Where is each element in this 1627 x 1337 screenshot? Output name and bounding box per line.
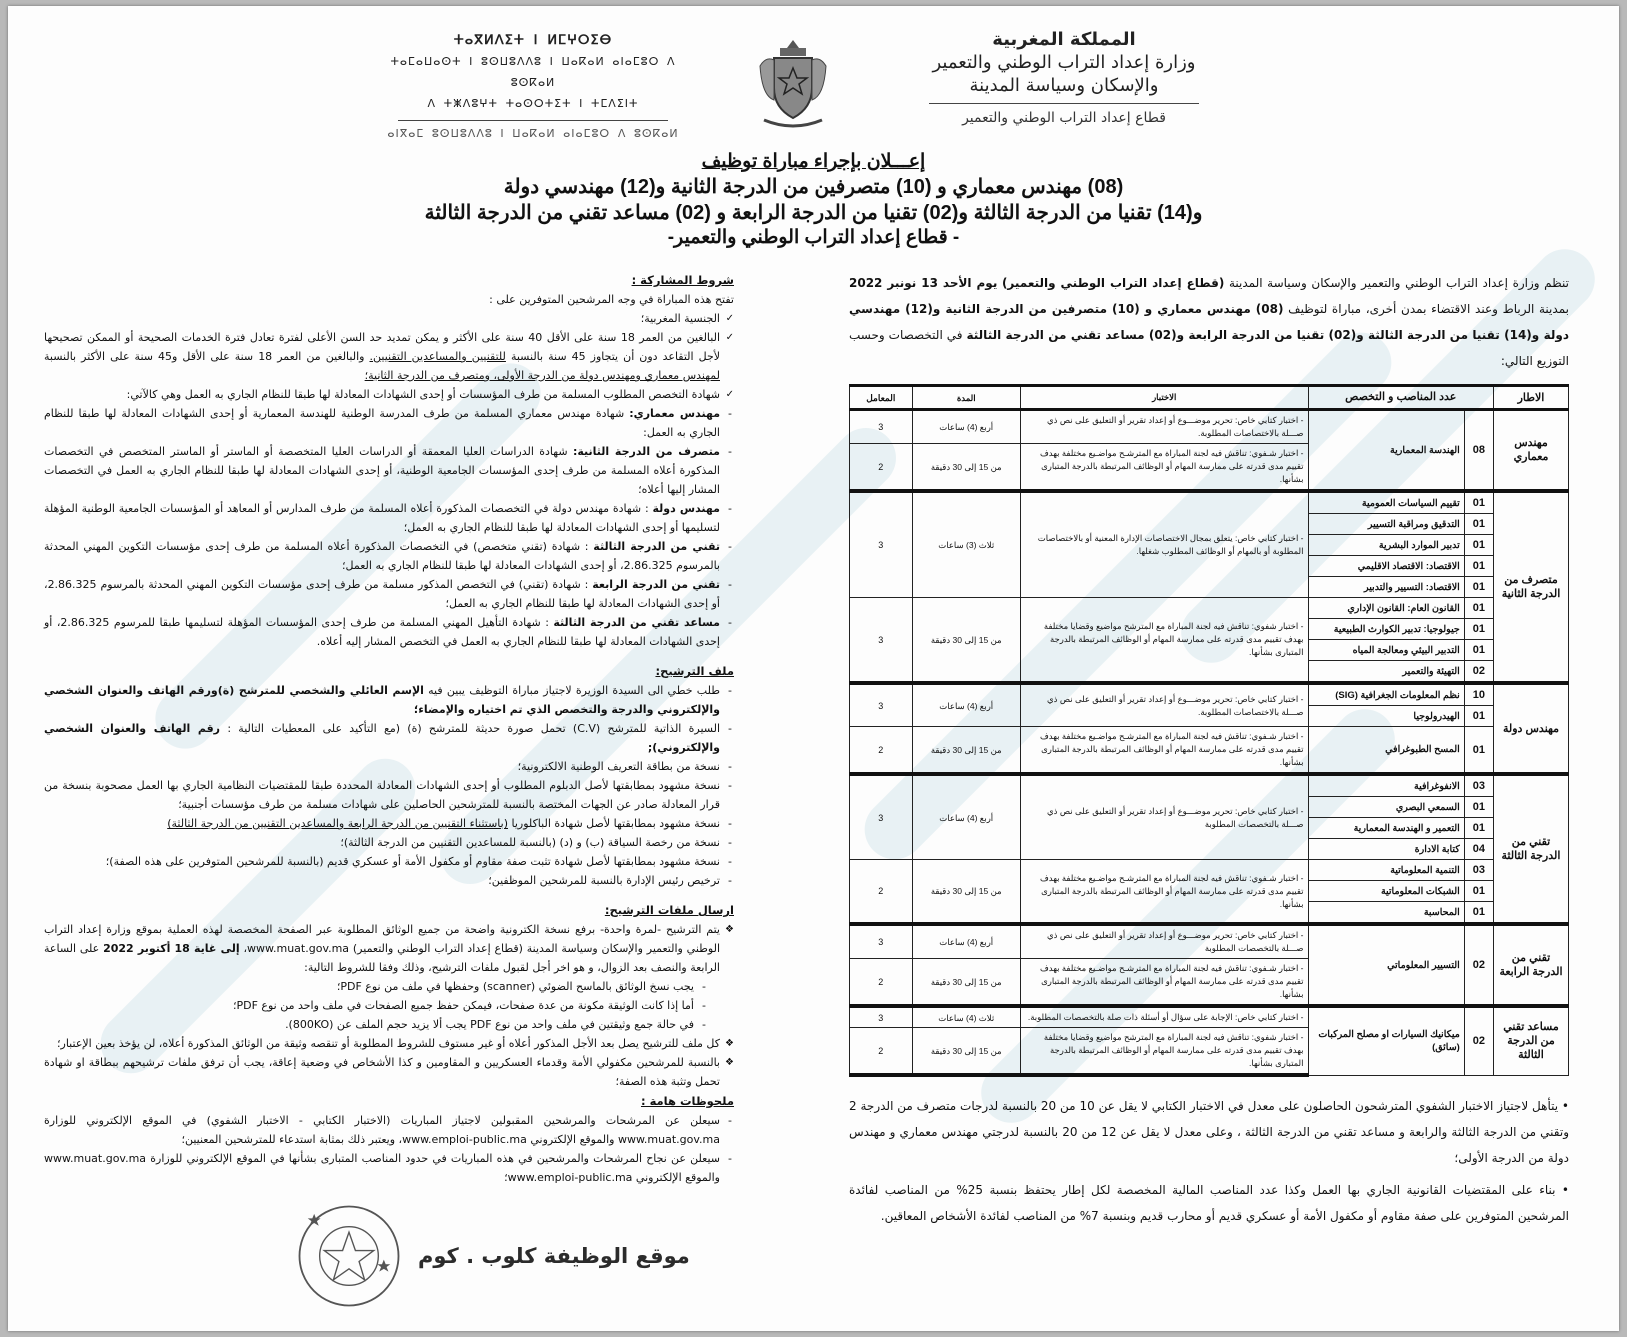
written-coef-cell: 3 [850,491,913,598]
specialty-cell: التعمير و الهندسة المعمارية [1308,818,1464,839]
specialty-cell: الاقتصاد: التسيير والتدبير [1308,577,1464,598]
conditions-column [44,270,734,1187]
written-coef-cell: 3 [850,410,913,444]
written-duration-cell: ثلاث (4) ساعات [912,1006,1020,1028]
sending-late: ❖ كل ملف للترشيح يصل بعد الأجل المذكور أعلاه أو غير مستوف للشروط المطلوبة أو تنقصه وثيقة من الوثائق المذكورة أعلاه، لن يؤخذ بعين الإعتبار؛ [44,1034,734,1053]
sending-heading: ارسال ملفات الترشيح: [604,903,734,917]
diploma-item [44,404,734,442]
coat-of-arms-icon [750,36,836,132]
table-header-row [850,386,1569,410]
exam-date: يوم الأحد 13 نونبر 2022 [849,276,998,290]
post-count-cell: 01 [1464,818,1493,839]
specialty-cell: التنمية المعلوماتية [1308,860,1464,881]
specialty-cell: الهندسة المعمارية [1308,410,1464,492]
important-heading: ملحوظات هامة : [640,1094,734,1108]
diploma-text: : شهادة (تقني متخصص) في التخصصات المذكورة أعلاه المسلمة من طرف إحدى مؤسسات التكوين المهني المحدثة بالمرسوم 2.86.325، أو إحدى الشهادات المعادلة لها طبقا للنظام الجاري به العمل؛ [44,540,720,572]
letterhead [8,6,1619,146]
sending-rule: - أما إذا كانت الوثيقة مكونة من عدة صفحات، فيمكن حفظ جميع الصفحات في ملف واحد من نوع PDF؛ [44,996,734,1015]
header-tifinagh [378,30,688,142]
note-text: يتأهل لاجتياز الاختبار الشفوي المترشحون الحاصلون على معدل في الاختبار الكتابي لا يقل عن 10 من 20 بالنسبة لدرجات متصرف من الدرجة 2 وتقني من الدرجة الثالثة والرابعة و مساعد تقني من الدرجة الثالثة ، وعلى معدل لا يقل عن 12 من 20 بالنسبة لدرجتي مهندس معماري و مهندس دولة من الدرجة الأولى؛ [849,1099,1570,1165]
title-line-1: إعـــلان بإجراء مباراة توظيف [701,151,926,172]
important-item: - سيعلن عن نجاح المرشحات والمرشحين في هذه المباريات في حدود المناصب المتبارى بشأنها في الموقع الإلكتروني للوزارة www.muat.gov.ma والموقع الإلكتروني www.emploi-public.ma؛ [44,1149,734,1187]
post-count-cell: 08 [1464,410,1493,492]
written-exam-cell: - اختبار كتابي خاص: تحرير موضـــوع أو إعداد تقرير أو التعليق على نص ذي صـــلة بالتخصصات المطلوبة [1020,924,1308,959]
specialty-cell: جيولوجيا: تدبير الكوارث الطبيعية [1308,619,1464,640]
written-coef-cell: 3 [850,774,913,860]
posts-distribution-table [849,384,1569,1077]
sending-rule: - في حالة جمع وثيقتين في ملف واحد من نوع PDF يجب ألا يزيد حجم الملف عن (800KO). [44,1015,734,1034]
post-count-cell: 02 [1464,924,1493,1006]
file-bac-text: نسخة مشهود بمطابقتها لأصل شهادة الباكلوريا [511,817,720,830]
sending-main: ❖ يتم الترشيح -لمرة واحدة- برفع نسخة الكترونية واضحة من جميع الوثائق المطلوبة عبر الصفحة المخصصة لهذه العملية بموقع وزارة إعداد التراب الوطني والتعمير والإسكان وسياسة المدينة (قطاع إعداد التراب الوطني والتعمير) www.muat.gov.ma، إلى غاية 18 أكتوبر 2022 على الساعة الرابعة والنصف بعد الزوال، و هو اخر أجل لقبول ملفات الترشيح، وذلك وفقا للشروط التالية: [44,920,734,977]
post-count-cell: 01 [1464,577,1493,598]
written-coef-cell: 3 [850,1006,913,1028]
specialty-cell: التدبير البيئي ومعالجة المياه [1308,640,1464,661]
written-duration-cell: أربع (4) ساعات [912,410,1020,444]
cadre-cell: تقني من الدرجة الثالثة [1493,774,1568,924]
specialty-cell: التسيير المعلوماتي [1308,924,1464,1006]
sending-rule: - يجب نسخ الوثائق بالماسح الضوئي (scanner) وحفظها في ملف من نوع PDF؛ [44,977,734,996]
age-text-underlined-1: للتقنيين والمساعدين التقنيين. [369,350,506,363]
cadre-cell: مساعد تقني من الدرجة الثالثة [1493,1006,1568,1075]
ministry-name-line1: وزارة إعداد التراب الوطني والتعمير [932,52,1196,73]
oral-coef-cell: 2 [850,444,913,492]
cadre-cell: مهندس دولة [1493,683,1568,774]
ministry-tifinagh-line1: ⵜⴰⵎⴰⵡⴰⵙⵜ ⵏ ⵓⵙⵡⵓⴷⴷⵓ ⵏ ⵡⴰⴽⴰⵍ ⴰⵏⴰⵎⵓⵔ ⴷ ⵓⵙⴽⴰⵍ [390,55,676,89]
post-count-cell: 01 [1464,619,1493,640]
ministry-website-link[interactable]: www.muat.gov.ma [247,942,350,955]
condition-age [44,328,734,385]
cadre-cell: مهندس معماري [1493,410,1568,492]
diploma-label: متصرف من الدرجة الثانية: [572,445,720,458]
condition-nationality: ✓ الجنسية المغربية؛ [44,309,734,328]
oral-exam-cell: - اختبار شـفوي: تناقش فيه لجنة المباراة مع المترشـح مواضـيع مختلفة بهدف تقييم مدى قدرته على ممارسة المهام أو الوظائف المرتبطة بالدرجة المتبارى بشأنها. [1020,860,1308,925]
oral-duration-cell: من 15 إلى 30 دقيقة [912,727,1020,775]
post-count-cell: 01 [1464,902,1493,925]
diploma-item [44,499,734,537]
announcement-title [364,150,1264,250]
kingdom-name-tifinagh: ⵜⴰⴳⵍⴷⵉⵜ ⵏ ⵍⵎⵖⵔⵉⴱ [453,33,613,48]
post-count-cell: 03 [1464,774,1493,797]
specialty-cell: الاقتصاد: الاقتصاد الاقليمي [1308,556,1464,577]
oral-exam-cell: - اختبار شـفوي: تناقش فيه لجنة المباراة مع المترشـح مواضـيع مختلفة بهدف تقييم مدى قدرته على ممارسة المهام أو الوظائف المرتبطة بالدرجة المتبارى بشأنها. [1020,444,1308,492]
specialty-cell: كتابة الادارة [1308,839,1464,860]
condition-diploma: ✓ شهادة التخصص المطلوب المسلمة من طرف المؤسسات أو إحدى الشهادات المعادلة لها طبقا للنظام الجاري به العمل وهي كالآتي: [44,385,734,404]
written-exam-cell: - اختبار كتابي خاص: تحرير موضـــوع أو إعداد تقرير أو التعليق على نص ذي صـــلة بالتخصصات المطلوبة [1020,774,1308,860]
cadre-cell: متصرف من الدرجة الثانية [1493,491,1568,683]
written-duration-cell: ثلاث (3) ساعات [912,491,1020,598]
written-duration-cell: أربع (4) ساعات [912,683,1020,727]
file-item-request [44,681,734,719]
specialty-cell: التهيئة والتعمير [1308,661,1464,684]
title-line-3: و(14) تقنيا من الدرجة الثالثة و(02) تقنيا من الدرجة الرابعة و (02) مساعد تقني من الدرجة الثالثة [424,202,1203,224]
file-item-diploma: - نسخة مشهود بمطابقتها لأصل الدبلوم المطلوب أو إحدى الشهادات المعادلة المحددة طبقا للمقتضيات النظامية الجاري بها العمل مصحوبة بنسخة من قرار المعادلة صادر عن الجهات المختصة بالنسبة للمترشحين الحاصلين على شهادات مسلمة من طرف مؤسسات أجنبية؛ [44,776,734,814]
diploma-item [44,613,734,651]
header-divider [929,103,1199,104]
kingdom-name-arabic: المملكة المغربية [992,29,1136,50]
specialty-cell: ميكانيك السيارات او مصلح المركبات (سائق) [1308,1006,1464,1075]
diploma-text: : شهادة (تقني) في التخصص المذكور مسلمة من طرف إحدى مؤسسات التكوين المهني المحدثة بالمرسوم 2.86.325، أو إحدى الشهادات المعادلة لها طبقا للنظام الجاري به العمل؛ [44,578,720,610]
specialty-cell: المحاسبة [1308,902,1464,925]
header-arabic [929,28,1199,127]
oral-exam-cell: - اختبار شـفوي: تناقش فيه لجنة المباراة مع المترشـح مواضـيع مختلفة بهدف تقييم مدى قدرته على ممارسة المهام أو الوظائف المرتبطة بالدرجة المتبارى بشأنها. [1020,959,1308,1007]
specialty-cell: السمعي البصري [1308,797,1464,818]
age-text-underlined-2: لمهندس معماري ومهندس دولة من الدرجة الأولى، ومتصرف من الدرجة الثانية؛ [364,369,720,382]
file-bac-underlined: (باستثناء التقنيين من الدرجة الرابعة والمساعدين التقنيين من الدرجة الثالثة) [167,817,509,830]
specialty-cell: الشبكات المعلوماتية [1308,881,1464,902]
post-count-cell: 01 [1464,514,1493,535]
sending-special: ❖ بالنسبة للمرشحين مكفولي الأمة وقدماء العسكريين و المقاومين و كذا الأشخاص في وضعية إعاقة، يجب أن ترفق ملفات ترشيحهم ببطاقة او شهادة تحمل وتثبة هذه الصفة؛ [44,1053,734,1091]
post-count-cell: 04 [1464,839,1493,860]
post-count-cell: 03 [1464,860,1493,881]
stamp-and-brand [44,1201,734,1311]
written-exam-cell: - اختبار كتابي خاص: تحرير موضـــوع أو إعداد تقرير أو التعليق على نص ذي صـــلة بالاختصاصات المطلوبة. [1020,683,1308,727]
intro-text-1: تنظم وزارة إعداد التراب الوطني والتعمير والإسكان وسياسة المدينة [1228,276,1569,290]
post-count-cell: 01 [1464,598,1493,619]
oral-duration-cell: من 15 إلى 30 دقيقة [912,598,1020,684]
diploma-text: : شهادة مهندس دولة في التخصصات المذكورة أعلاه المسلمة من طرف المدارس أو المعاهد أو المؤسسات الجامعية الوطنية المؤهلة لتسليمها أو إحدى الشهادات المعادلة لها طبقا للنظام الجاري به العمل؛ [44,502,720,534]
table-row [850,683,1569,706]
post-count-cell: 01 [1464,640,1493,661]
intro-paragraph [849,270,1569,374]
header-exam: الاختبار [1020,386,1308,410]
written-duration-cell: أربع (4) ساعات [912,924,1020,959]
left-column [44,270,734,1311]
age-text-2: والبالغين من العمر 18 سنة على الأقل و45 سنة على الأكثر بالنسبة [44,350,365,363]
oral-coef-cell: 2 [850,727,913,775]
header-posts: عدد المناصب و التخصص [1308,386,1493,410]
file-item-id: - نسخة من بطاقة التعريف الوطنية الالكترونية؛ [44,757,734,776]
file-request-text: طلب خطي الى السيدة الوزيرة لاجتياز مباراة التوظيف يبين فيه [428,684,720,697]
sector-name-arabic: قطاع إعداد التراب الوطني والتعمير [962,110,1166,126]
diploma-label: مساعد تقني من الدرجة الثالثة [553,616,720,629]
oral-coef-cell: 2 [850,1028,913,1076]
important-notes-right [849,1093,1569,1229]
ministry-tifinagh-line2: ⴷ ⵜⵥⴷⵓⵖⵜ ⵜⴰⵙⵔⵜⵉⵜ ⵏ ⵜⵎⴷⵉⵏⵜ [427,97,639,110]
table-row [850,774,1569,797]
header-divider-tifinagh [398,120,668,121]
written-duration-cell: أربع (4) ساعات [912,774,1020,860]
diploma-text: : شهادة التأهيل المهني المسلمة من طرف إحدى المؤسسات المؤهلة لتسليمها طبقا للمرسوم 2.86.325، أو إحدى الشهادات المعادلة لها طبقا للنظام الجاري به العمل في التخصص المشار إليه أعلاه. [44,616,720,648]
deadline: إلى غاية 18 أكتوبر 2022 [103,942,240,955]
diploma-item [44,442,734,499]
diploma-label: تقني من الدرجة الثالثة [593,540,720,553]
written-exam-cell: - اختبار كتابي خاص: الإجابة على سؤال أو أسئلة ذات صلة بالتخصصات المطلوبة. [1020,1006,1308,1028]
specialty-cell: نظم المعلومات الجغرافية (SIG) [1308,683,1464,706]
diploma-text: شهادة مهندس معماري المسلمة من طرف المدرسة الوطنية للهندسة المعمارية أو إحدى الشهادات المعادلة لها طبقا للنظام الجاري به العمل: [44,407,720,439]
specialty-cell: المسح الطبوغرافي [1308,727,1464,775]
intro-text-2: بمدينة الرباط وعند الاقتضاء بمدن أخرى، مباراة لتوظيف [1288,302,1569,316]
post-count-cell: 10 [1464,683,1493,706]
oral-coef-cell: 2 [850,860,913,925]
header-coef: المعامل [850,386,913,410]
important-item: - سيعلن عن المرشحات والمرشحين المقبولين لاجتياز المباريات (الاختبار الكتابي - الاختبار الشفوي) في الموقع الإلكتروني للوزارة www.muat.gov.ma والموقع الإلكتروني www.emploi-public.ma، ويعتبر ذلك بمثابة استدعاء للمترشحين المعنيين؛ [44,1111,734,1149]
specialty-cell: القانون العام: القانون الإداري [1308,598,1464,619]
table-row [850,860,1569,881]
sending-text-1: يتم الترشيح -لمرة واحدة- برفع نسخة الكترونية واضحة من جميع الوثائق المطلوبة عبر الصفحة المخصصة لهذه العملية بموقع وزارة إعداد التراب الوطني والتعمير والإسكان وسياسة المدينة (قطاع إعداد التراب الوطني والتعمير) [44,923,720,955]
watermark-site-name: موقع الوظيفة كلوب . كوم [418,1244,690,1268]
diploma-item [44,537,734,575]
post-count-cell: 01 [1464,727,1493,775]
header-cadre: الاطار [1493,386,1568,410]
post-count-cell: 02 [1464,661,1493,684]
diploma-item [44,575,734,613]
written-coef-cell: 3 [850,683,913,727]
age-text-1: البالغين من العمر 18 سنة على الأقل 40 سنة على الأكثر و يمكن تمديد حد السن الأعلى لفترة تعادل فترة الخدمات الصحيحة أو الممكن تصحيحها لأجل التقاعد دون أن يتجاوز 45 سنة بالنسبة [44,331,721,363]
intro-posts: (08) مهندس معماري و (10) متصرفين من الدرجة الثانية و(12) مهندسي دولة و(14) تقنيا من الدرجة الثالثة و(02) تقنيا من الدرجة الرابعة و(02) مساعد تقني من الدرجة الثالثة [849,302,1569,342]
conditions-list [44,309,734,404]
specialty-cell: الهيدرولوجيا [1308,706,1464,727]
sending-text-2: على الساعة الرابعة والنصف بعد الزوال، و هو اخر أجل لقبول ملفات الترشيح، وذلك وفقا للشروط التالية: [44,942,720,974]
post-count-cell: 02 [1464,1006,1493,1075]
sector-name-tifinagh: ⴰⵏⴳⴰⵎ ⵓⵙⵡⵓⴷⴷⵓ ⵏ ⵡⴰⴽⴰⵍ ⴰⵏⴰⵎⵓⵔ ⴷ ⵓⵙⴽⴰⵍ [387,127,679,140]
two-column-body [8,250,1619,1331]
post-count-cell: 01 [1464,556,1493,577]
post-count-cell: 01 [1464,797,1493,818]
file-cv-text: السيرة الذاتية للمترشح (C.V) تحمل صورة حديثة للمترشح (ة) (مع التأكيد على المعطيات التالية : [227,722,721,735]
file-cv-bold: رقم الهاتف والعنوان الشخصي والإلكتروني); [44,722,720,754]
diploma-list [44,404,734,651]
title-line-2: (08) مهندس معماري و (10) متصرفين من الدرجة الثانية و(12) مهندسي دولة [503,176,1124,198]
written-exam-cell: - اختبار كتابي خاص: تحرير موضـــوع أو إعداد تقرير أو التعليق على نص ذي صـــلة بالاختصاصات المطلوبة. [1020,410,1308,444]
diploma-text: شهادة الدراسات العليا المعمقة أو الدراسات العليا المتخصصة أو الماستر أو الماستر المتخصص في التخصصات المذكورة أعلاه المسلمة من طرف إحدى المؤسسات الجامعية الوطنية، أو إحدى الشهادات المعادلة لها طبقا للنظام الجاري به العمل في التخصصات المشار إليها أعلاه؛ [44,445,720,496]
cadre-cell: تقني من الدرجة الرابعة [1493,924,1568,1006]
table-row [850,491,1569,514]
table-row [850,598,1569,619]
file-item-resistance: - نسخة مشهود بمطابقتها لأصل شهادة تثبت صفة مقاوم أو مكفول الأمة أو عسكري قديم (بالنسبة للمرشحين المتوفرين على هذه الصفة)؛ [44,852,734,871]
oral-exam-cell: - اختبار شـفوي: تناقش فيه لجنة المباراة مع المترشـح مواضـيع مختلفة بهدف تقييم مدى قدرته على ممارسة المهام أو الوظائف المرتبطة بالدرجة المتبارى بشأنها. [1020,727,1308,775]
table-row [850,727,1569,775]
right-column [849,270,1569,1235]
official-stamp-icon [294,1201,404,1311]
specialty-cell: الانفوغرافية [1308,774,1464,797]
oral-duration-cell: من 15 إلى 30 دقيقة [912,444,1020,492]
title-line-4: - قطاع إعداد التراب الوطني والتعمير- [667,227,960,248]
file-heading: ملف الترشيح: [655,664,734,678]
file-item-authorization: - ترخيص رئيس الإدارة بالنسبة للمرشحين الموظفين؛ [44,871,734,890]
intro-text-3: في التخصصات وحسب التوزيع التالي: [849,328,1569,368]
written-coef-cell: 3 [850,924,913,959]
header-duration: المدة [912,386,1020,410]
post-count-cell: 01 [1464,706,1493,727]
post-count-cell: 01 [1464,881,1493,902]
file-list [44,681,734,890]
file-item-license: - نسخة من رخصة السياقة (ب) و (د) (بالنسبة للمساعدين التقنيين من الدرجة الثالثة)؛ [44,833,734,852]
diploma-label: مهندس دولة [652,502,720,515]
written-exam-cell: - اختبار كتابي خاص: يتعلق بمجال الاختصاصات الإدارة المعنية أو بالاختصاصات المطلوبة أو بالمهام أو الوظائف المطلوب شغلها. [1020,491,1308,598]
table-row [850,924,1569,959]
specialty-cell: تقييم السياسات العمومية [1308,491,1464,514]
intro-sector: (قطاع إعداد التراب الوطني والتعمير) [1001,276,1225,290]
important-list [44,1111,734,1187]
specialty-cell: التدقيق ومراقبة التسيير [1308,514,1464,535]
diploma-label: تقني من الدرجة الرابعة [592,578,720,591]
file-item-cv [44,719,734,757]
conditions-intro: تفتح هذه المباراة في وجه المرشحين المتوفرين على : [489,293,734,306]
note-text: بناء على المقتضيات القانونية الجاري بها العمل وكذا عدد المناصب المالية المخصصة لكل إطار يحتفظ بنسبة 25% من المناصب لفائدة المرشحين المتوفرين على صفة مقاوم أو مكفول الأمة أو عسكري قديم أو محارب قديم وبنسبة 7% من المناصب لفائدة الأشخاص المعاقين. [849,1183,1569,1223]
document-page [8,6,1619,1331]
table-row [850,1006,1569,1028]
table-row [850,410,1569,444]
oral-duration-cell: من 15 إلى 30 دقيقة [912,860,1020,925]
file-request-bold: الإسم العائلي والشخصي للمترشح (ة)ورقم الهاتف والعنوان الشخصي والإلكتروني والدرجة والتخصص الذي تم اختياره والإمضاء؛ [44,684,720,716]
conditions-heading: شروط المشاركة : [631,273,734,287]
post-count-cell: 01 [1464,491,1493,514]
note-item: • يتأهل لاجتياز الاختبار الشفوي المترشحون الحاصلون على معدل في الاختبار الكتابي لا يقل عن 10 من 20 بالنسبة لدرجات متصرف من الدرجة 2 وتقني من الدرجة الثالثة والرابعة و مساعد تقني من الدرجة الثالثة ، وعلى معدل لا يقل عن 12 من 20 بالنسبة لدرجتي مهندس معماري و مهندس دولة من الدرجة الأولى؛ [849,1099,1570,1165]
sending-list [44,920,734,1091]
specialty-cell: تدبير الموارد البشرية [1308,535,1464,556]
diploma-label: مهندس معماري: [629,407,721,420]
file-item-bac [44,814,734,833]
oral-exam-cell: - اختبار شفوي: تناقش فيه لجنة المباراة مع المترشح مواضيع وقضايا مختلفة بهدف تقييم مدى قدرته على ممارسة المهام أو الوظائف المرتبطة بالدرجة المتبارى بشأنها. [1020,1028,1308,1076]
ministry-name-line2: والإسكان وسياسة المدينة [969,75,1159,96]
post-count-cell: 01 [1464,535,1493,556]
oral-coef-cell: 2 [850,959,913,1007]
oral-duration-cell: من 15 إلى 30 دقيقة [912,959,1020,1007]
oral-exam-cell: - اختبار شفوي: تناقش فيه لجنة المباراة مع المترشح مواضيع وقضايا مختلفة بهدف تقييم مدى قدرته على ممارسة المهام أو الوظائف المرتبطة بالدرجة المتبارى بشأنها. [1020,598,1308,684]
note-item: • بناء على المقتضيات القانونية الجاري بها العمل وكذا عدد المناصب المالية المخصصة لكل إطار يحتفظ بنسبة 25% من المناصب لفائدة المرشحين المتوفرين على صفة مقاوم أو مكفول الأمة أو عسكري قديم أو محارب قديم وبنسبة 7% من المناصب لفائدة الأشخاص المعاقين. [849,1183,1569,1223]
oral-coef-cell: 3 [850,598,913,684]
oral-duration-cell: من 15 إلى 30 دقيقة [912,1028,1020,1076]
